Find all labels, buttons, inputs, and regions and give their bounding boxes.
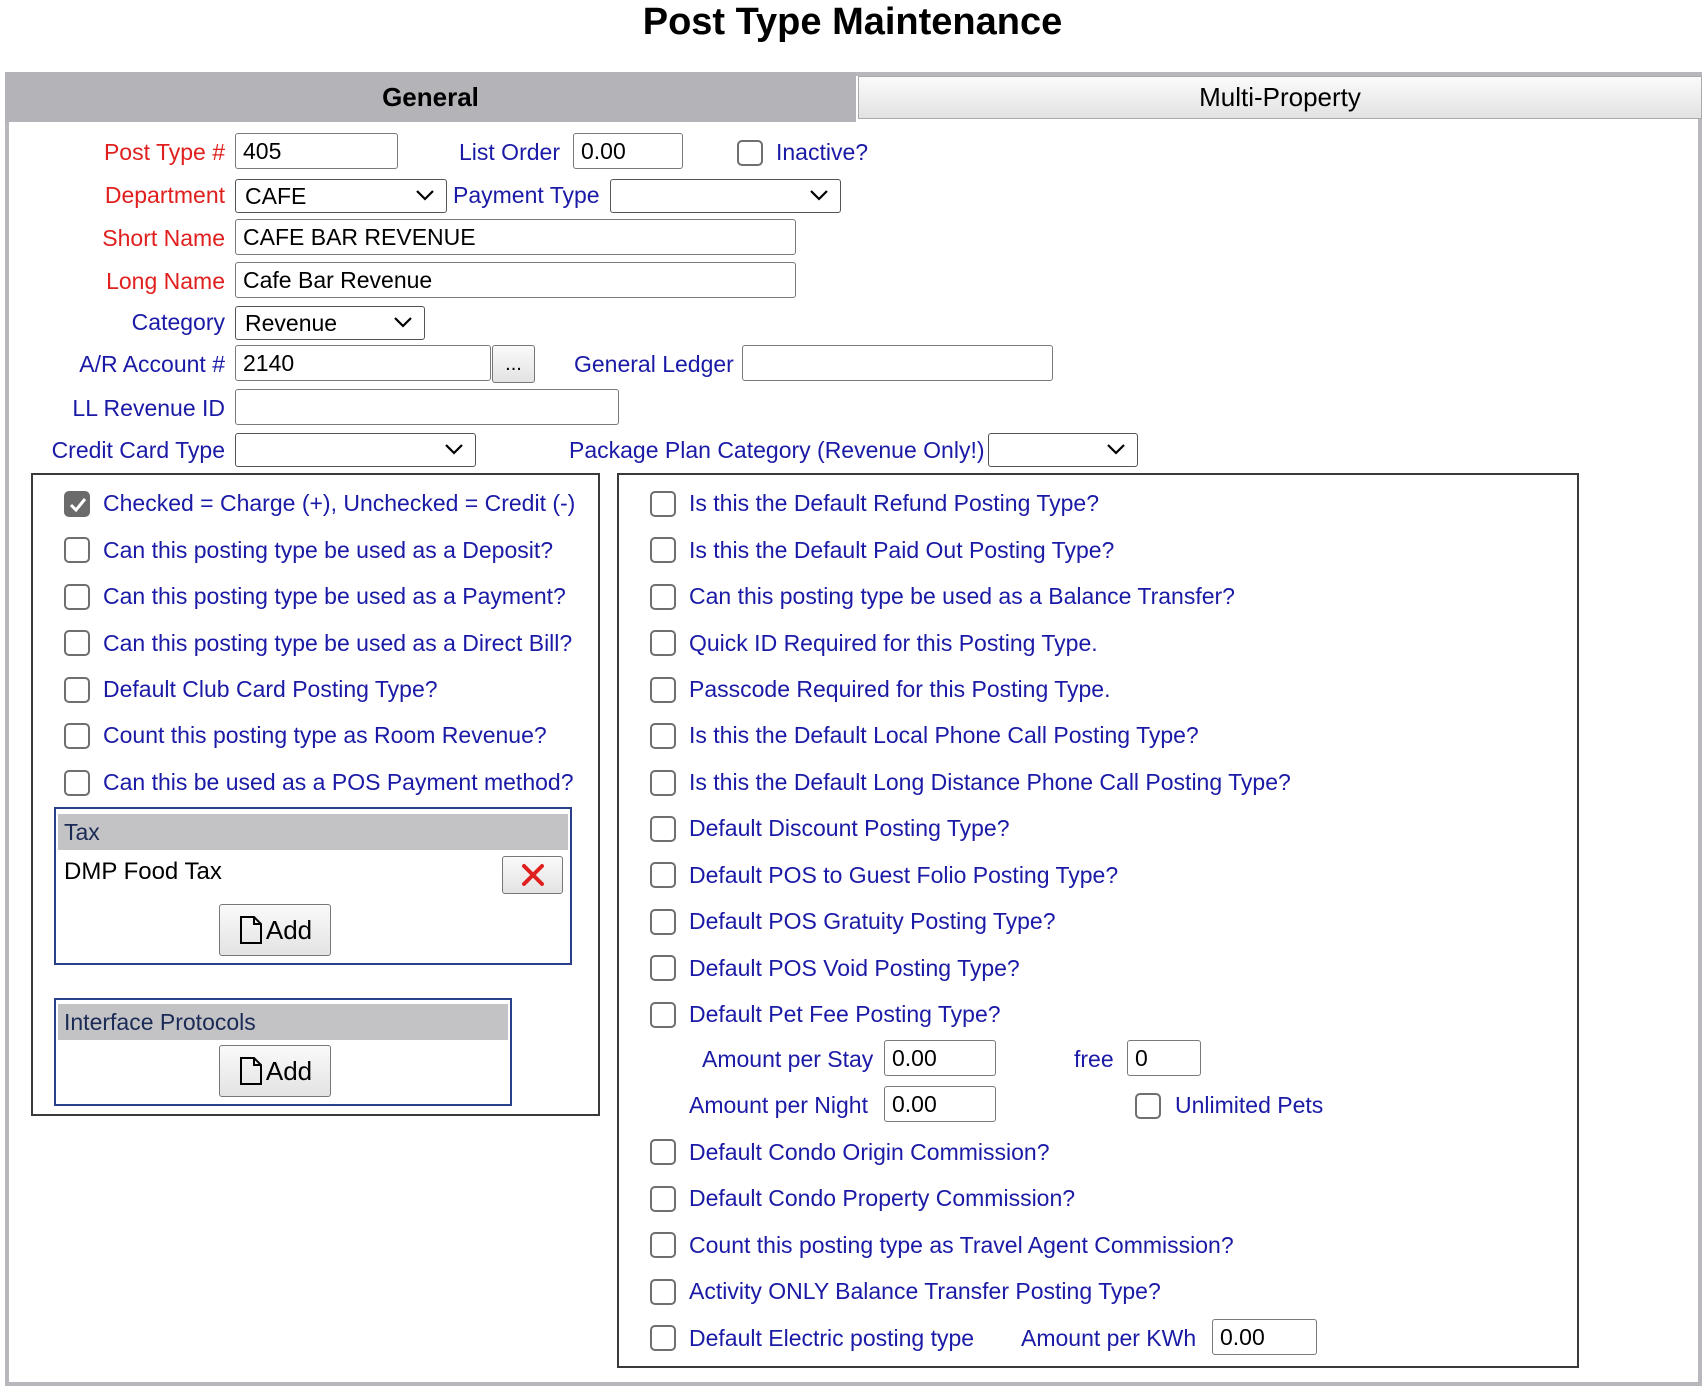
quick-id-label: Quick ID Required for this Posting Type.: [689, 630, 1098, 656]
quick-id-checkbox[interactable]: [650, 630, 676, 656]
pos-void-label: Default POS Void Posting Type?: [689, 955, 1020, 981]
passcode-checkbox[interactable]: [650, 677, 676, 703]
pos-guest-folio-label: Default POS to Guest Folio Posting Type?: [689, 862, 1119, 888]
list-order-input[interactable]: 0.00: [573, 133, 683, 169]
amount-per-night-input[interactable]: 0.00: [884, 1086, 996, 1122]
default-paid-out-checkbox[interactable]: [650, 537, 676, 563]
pos-guest-folio-checkbox[interactable]: [650, 862, 676, 888]
short-name-input[interactable]: CAFE BAR REVENUE: [235, 219, 796, 255]
condo-origin-label: Default Condo Origin Commission?: [689, 1139, 1050, 1165]
unlimited-pets-checkbox[interactable]: [1135, 1093, 1161, 1119]
department-label: Department: [104, 182, 225, 208]
pos-void-checkbox[interactable]: [650, 955, 676, 981]
department-value: CAFE: [245, 183, 307, 209]
post-type-label: Post Type #: [103, 139, 225, 165]
package-plan-select[interactable]: [988, 433, 1138, 467]
chevron-down-icon: [1105, 439, 1127, 459]
default-discount-checkbox[interactable]: [650, 816, 676, 842]
condo-origin-checkbox[interactable]: [650, 1139, 676, 1165]
department-select[interactable]: [235, 179, 447, 213]
activity-balance-transfer-checkbox[interactable]: [650, 1279, 676, 1305]
credit-card-select[interactable]: [235, 433, 476, 467]
tax-header: Tax: [58, 814, 568, 850]
direct-bill-label: Can this posting type be used as a Direct Bill?: [103, 630, 573, 656]
condo-property-checkbox[interactable]: [650, 1186, 676, 1212]
deposit-checkbox[interactable]: [64, 537, 90, 563]
chevron-down-icon: [414, 185, 436, 205]
general-ledger-label: General Ledger: [574, 351, 734, 377]
category-select[interactable]: [235, 306, 425, 340]
page-title: Post Type Maintenance: [642, 1, 1063, 43]
ll-revenue-label: LL Revenue ID: [72, 395, 225, 421]
credit-card-label: Credit Card Type: [51, 437, 225, 463]
payment-checkbox[interactable]: [64, 584, 90, 610]
long-name-input[interactable]: Cafe Bar Revenue: [235, 262, 796, 298]
free-label: free: [1074, 1046, 1114, 1072]
activity-balance-transfer-label: Activity ONLY Balance Transfer Posting Type?: [689, 1278, 1161, 1304]
amount-per-kwh-label: Amount per KWh: [1021, 1325, 1197, 1351]
amount-per-night-label: Amount per Night: [689, 1092, 868, 1118]
pos-payment-checkbox[interactable]: [64, 770, 90, 796]
post-type-input[interactable]: 405: [235, 133, 398, 169]
list-order-label: List Order: [459, 139, 560, 165]
chevron-down-icon: [443, 439, 465, 459]
direct-bill-checkbox[interactable]: [64, 630, 90, 656]
payment-type-label: Payment Type: [453, 182, 600, 208]
charge-credit-label: Checked = Charge (+), Unchecked = Credit (-): [103, 490, 576, 516]
payment-type-select[interactable]: [610, 179, 841, 213]
pos-payment-label: Can this be used as a POS Payment method?: [103, 769, 574, 795]
category-label: Category: [131, 309, 225, 335]
tab-general[interactable]: General: [5, 72, 856, 122]
amount-per-kwh-input[interactable]: 0.00: [1212, 1319, 1317, 1355]
deposit-label: Can this posting type be used as a Deposit?: [103, 537, 554, 563]
inactive-label: Inactive?: [776, 139, 869, 165]
checkmark-icon: [68, 495, 88, 515]
unlimited-pets-label: Unlimited Pets: [1175, 1092, 1324, 1118]
room-revenue-checkbox[interactable]: [64, 723, 90, 749]
long-distance-label: Is this the Default Long Distance Phone Call Posting Type?: [689, 769, 1291, 795]
charge-credit-checkbox[interactable]: [64, 491, 90, 517]
payment-label: Can this posting type be used as a Payment?: [103, 583, 566, 609]
add-interface-protocol-button[interactable]: [219, 1045, 331, 1097]
category-value: Revenue: [245, 310, 338, 336]
room-revenue-label: Count this posting type as Room Revenue?: [103, 722, 547, 748]
add-interface-protocol-label: Add: [265, 1055, 313, 1086]
tax-item: DMP Food Tax: [64, 858, 222, 885]
balance-transfer-label: Can this posting type be used as a Balance Transfer?: [689, 583, 1235, 609]
short-name-label: Short Name: [102, 225, 225, 251]
travel-agent-checkbox[interactable]: [650, 1232, 676, 1258]
pos-gratuity-checkbox[interactable]: [650, 909, 676, 935]
general-ledger-input[interactable]: [742, 345, 1053, 381]
local-phone-checkbox[interactable]: [650, 723, 676, 749]
travel-agent-label: Count this posting type as Travel Agent Commission?: [689, 1232, 1234, 1258]
ar-account-browse-button[interactable]: ...: [492, 345, 535, 383]
default-discount-label: Default Discount Posting Type?: [689, 815, 1010, 841]
red-x-icon: [519, 861, 547, 889]
new-document-icon: [238, 1056, 264, 1086]
passcode-label: Passcode Required for this Posting Type.: [689, 676, 1111, 702]
tab-multi-property[interactable]: Multi-Property: [858, 76, 1702, 119]
balance-transfer-checkbox[interactable]: [650, 584, 676, 610]
pet-fee-label: Default Pet Fee Posting Type?: [689, 1001, 1001, 1027]
interface-protocols-header: Interface Protocols: [58, 1004, 508, 1040]
default-electric-checkbox[interactable]: [650, 1325, 676, 1351]
add-tax-label: Add: [265, 914, 313, 945]
default-refund-label: Is this the Default Refund Posting Type?: [689, 490, 1099, 516]
condo-property-label: Default Condo Property Commission?: [689, 1185, 1076, 1211]
chevron-down-icon: [808, 185, 830, 205]
free-input[interactable]: 0: [1127, 1040, 1201, 1076]
ll-revenue-input[interactable]: [235, 389, 619, 425]
pos-gratuity-label: Default POS Gratuity Posting Type?: [689, 908, 1056, 934]
local-phone-label: Is this the Default Local Phone Call Posting Type?: [689, 722, 1199, 748]
long-name-label: Long Name: [106, 268, 225, 294]
ar-account-input[interactable]: 2140: [235, 345, 491, 381]
default-refund-checkbox[interactable]: [650, 491, 676, 517]
chevron-down-icon: [392, 312, 414, 332]
amount-per-stay-input[interactable]: 0.00: [884, 1040, 996, 1076]
amount-per-stay-label: Amount per Stay: [702, 1046, 874, 1072]
remove-tax-button[interactable]: [502, 856, 563, 894]
pet-fee-checkbox[interactable]: [650, 1002, 676, 1028]
club-card-checkbox[interactable]: [64, 677, 90, 703]
default-paid-out-label: Is this the Default Paid Out Posting Type?: [689, 537, 1115, 563]
new-document-icon: [238, 915, 264, 945]
inactive-checkbox[interactable]: [737, 140, 763, 166]
ar-account-label: A/R Account #: [79, 351, 225, 377]
add-tax-button[interactable]: [219, 904, 331, 956]
default-electric-label: Default Electric posting type: [689, 1325, 975, 1351]
package-plan-label: Package Plan Category (Revenue Only!): [569, 437, 985, 463]
club-card-label: Default Club Card Posting Type?: [103, 676, 438, 702]
long-distance-checkbox[interactable]: [650, 770, 676, 796]
